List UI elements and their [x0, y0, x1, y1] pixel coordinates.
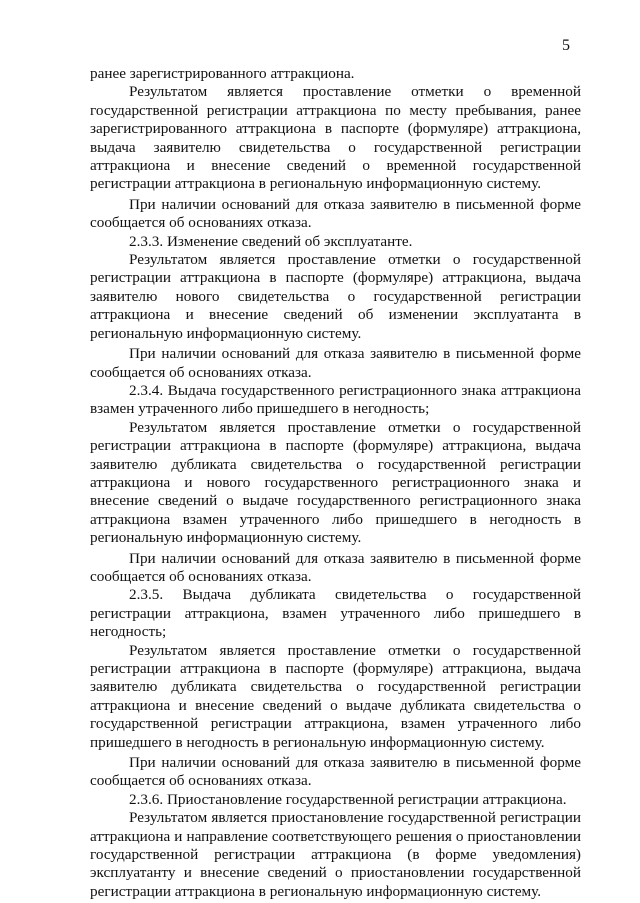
document-body: [90, 65, 581, 901]
section-heading-2-3-4: 2.3.4. Выдача государственного регистрационного знака аттракциона взамен утраченного либо пришедшего в негодность;: [90, 381, 581, 418]
paragraph-result-operator-change: Результатом является проставление отметки о государственной регистрации аттракциона в паспорте (формуляре) аттракциона, выдача заявителю нового свидетельства о государственной регистрации аттракциона и внесение сведений об изменении эксплуатанта в региональную информационную систему.: [90, 251, 581, 342]
page-number: 5: [562, 37, 570, 54]
paragraph-result-suspension: Результатом является приостановление государственной регистрации аттракциона и направление соответствующего решения о приостановлении государственной регистрации аттракциона (в форме уведомления) эксплуатанту и внесение сведений о приостановлении государственной регистрации аттракциона в региональную информационную систему.: [90, 809, 581, 900]
paragraph-refusal-notice: При наличии оснований для отказа заявителю в письменной форме сообщается об основаниях отказа.: [90, 195, 581, 232]
paragraph-continuation: ранее зарегистрированного аттракциона.: [90, 65, 355, 82]
paragraph-refusal-notice: При наличии оснований для отказа заявителю в письменной форме сообщается об основаниях отказа.: [90, 345, 581, 381]
paragraph-result-certificate-duplicate: Результатом является проставление отметки о государственной регистрации аттракциона в паспорте (формуляре) аттракциона, выдача заявителю дубликата свидетельства о государственной регистрации аттракциона и внесение сведений о выдаче дубликата свидетельства о государственной регистрации аттракциона, взамен утраченного либо пришедшего в негодность в региональную информационную систему.: [90, 641, 581, 751]
section-heading-2-3-6: 2.3.6. Приостановление государственной регистрации аттракциона.: [129, 790, 567, 808]
paragraph-result-sign-replacement: Результатом является проставление отметки о государственной регистрации аттракциона в паспорте (формуляре) аттракциона, выдача заявителю дубликата свидетельства о государственной регистрации аттракциона и нового государственного регистрационного знака и внесение сведений о выдаче государственного регистрационного знака аттракциона взамен утраченного либо пришедшего в негодность в региональную информационную систему.: [90, 418, 581, 547]
paragraph-refusal-notice: При наличии оснований для отказа заявителю в письменной форме сообщается об основаниях отказа.: [90, 754, 581, 790]
paragraph-refusal-notice: При наличии оснований для отказа заявителю в письменной форме сообщается об основаниях отказа.: [90, 549, 581, 585]
section-heading-2-3-5: 2.3.5. Выдача дубликата свидетельства о государственной регистрации аттракциона, взамен утраченного либо пришедшего в негодность;: [90, 586, 581, 641]
section-heading-2-3-3: 2.3.3. Изменение сведений об эксплуатанте.: [129, 232, 413, 250]
paragraph-result-temporary-registration: Результатом является проставление отметки о временной государственной регистрации аттракциона по месту пребывания, ранее зарегистрированного аттракциона в паспорте (формуляре) аттракциона, выдача заявителю свидетельства о государственной регистрации аттракциона и внесение сведений о временной государственной регистрации аттракциона в региональную информационную систему.: [90, 83, 581, 193]
